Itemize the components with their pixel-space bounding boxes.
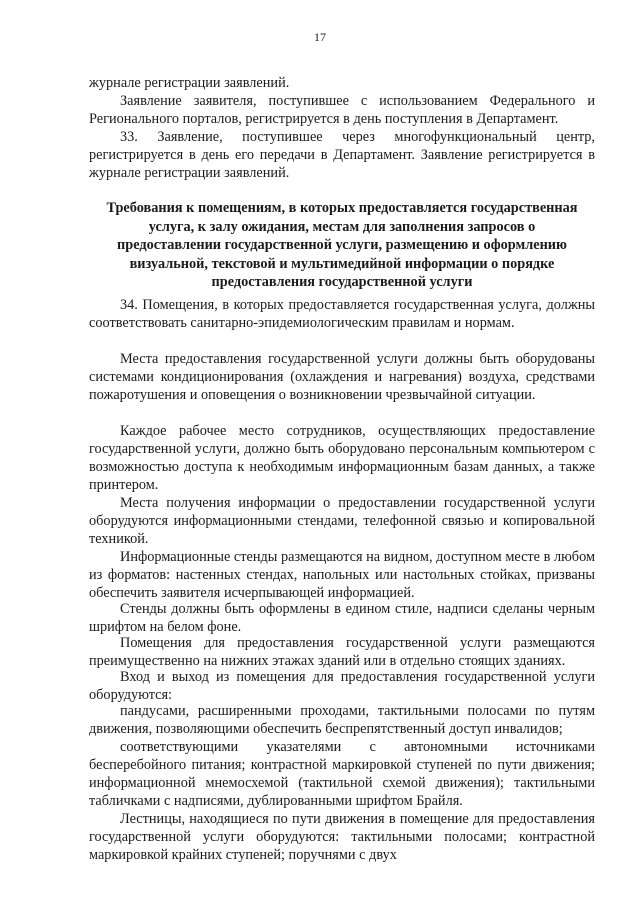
paragraph-premises-floors: Помещения для предоставления государственной услуги размещаются преимущественно на нижних этажах зданий или в отдельно стоящих зданиях. xyxy=(89,635,595,669)
paragraph-stairs: Лестницы, находящиеся по пути движения в помещение для предоставления государственной услуги оборудуются: тактильными полосами; контрастной маркировкой крайних ступеней; поручнями с двух xyxy=(89,811,595,863)
paragraph-workplace-equipment: Каждое рабочее место сотрудников, осуществляющих предоставление государственной услуги, должно быть оборудовано персональным компьютером с возможностью доступа к необходимым информационным базам данных, а также принтером. xyxy=(89,423,595,493)
paragraph-ramps: пандусами, расширенными проходами, тактильными полосами по путям движения, позволяющими обеспечить беспрепятственный доступ инвалидов; xyxy=(89,703,595,737)
paragraph-portal-registration: Заявление заявителя, поступившее с использованием Федерального и Регионального порталов, регистрируется в день поступления в Департамент. xyxy=(89,93,595,127)
paragraph-33: 33. Заявление, поступившее через многофункциональный центр, регистрируется в день его передачи в Департамент. Заявление регистрируется в журнале регистрации заявлений. xyxy=(89,129,595,181)
paragraph-stand-design: Стенды должны быть оформлены в едином стиле, надписи сделаны черным шрифтом на белом фоне. xyxy=(89,601,595,635)
section-heading: Требования к помещениям, в которых предоставляется государственная услуга, к залу ожидания, местам для заполнения запросов о предоставлении государственной услуги, размещению и оформлению визуальной, текстовой и мультимедийной информации о порядке предоставления государственной услуги xyxy=(106,200,578,290)
paragraph-entrance-exit: Вход и выход из помещения для предоставления государственной услуги оборудуются: xyxy=(89,669,595,703)
paragraph-information-places: Места получения информации о предоставлении государственной услуги оборудуются информационными стендами, телефонной связью и копировальной техникой. xyxy=(89,495,595,547)
page-number: 17 xyxy=(314,30,326,44)
paragraph-information-stands: Информационные стенды размещаются на видном, доступном месте в любом из форматов: настенных стендах, напольных или настольных стойках, призваны обеспечить заявителя исчерпывающей информацией. xyxy=(89,549,595,601)
paragraph-signs-braille: соответствующими указателями с автономными источниками бесперебойного питания; контрастной маркировкой ступеней по пути движения; информационной мнемосхемой (тактильной схемой движения); тактильными табличками с надписями, дублированными шрифтом Брайля. xyxy=(89,739,595,809)
paragraph-climate-fire-safety: Места предоставления государственной услуги должны быть оборудованы системами кондиционирования (охлаждения и нагревания) воздуха, средствами пожаротушения и оповещения о возникновении чрезвычайной ситуации. xyxy=(89,351,595,403)
paragraph-continuation: журнале регистрации заявлений. xyxy=(89,75,290,91)
paragraph-34: 34. Помещения, в которых предоставляется государственная услуга, должны соответствовать санитарно-эпидемиологическим правилам и нормам. xyxy=(89,297,595,331)
